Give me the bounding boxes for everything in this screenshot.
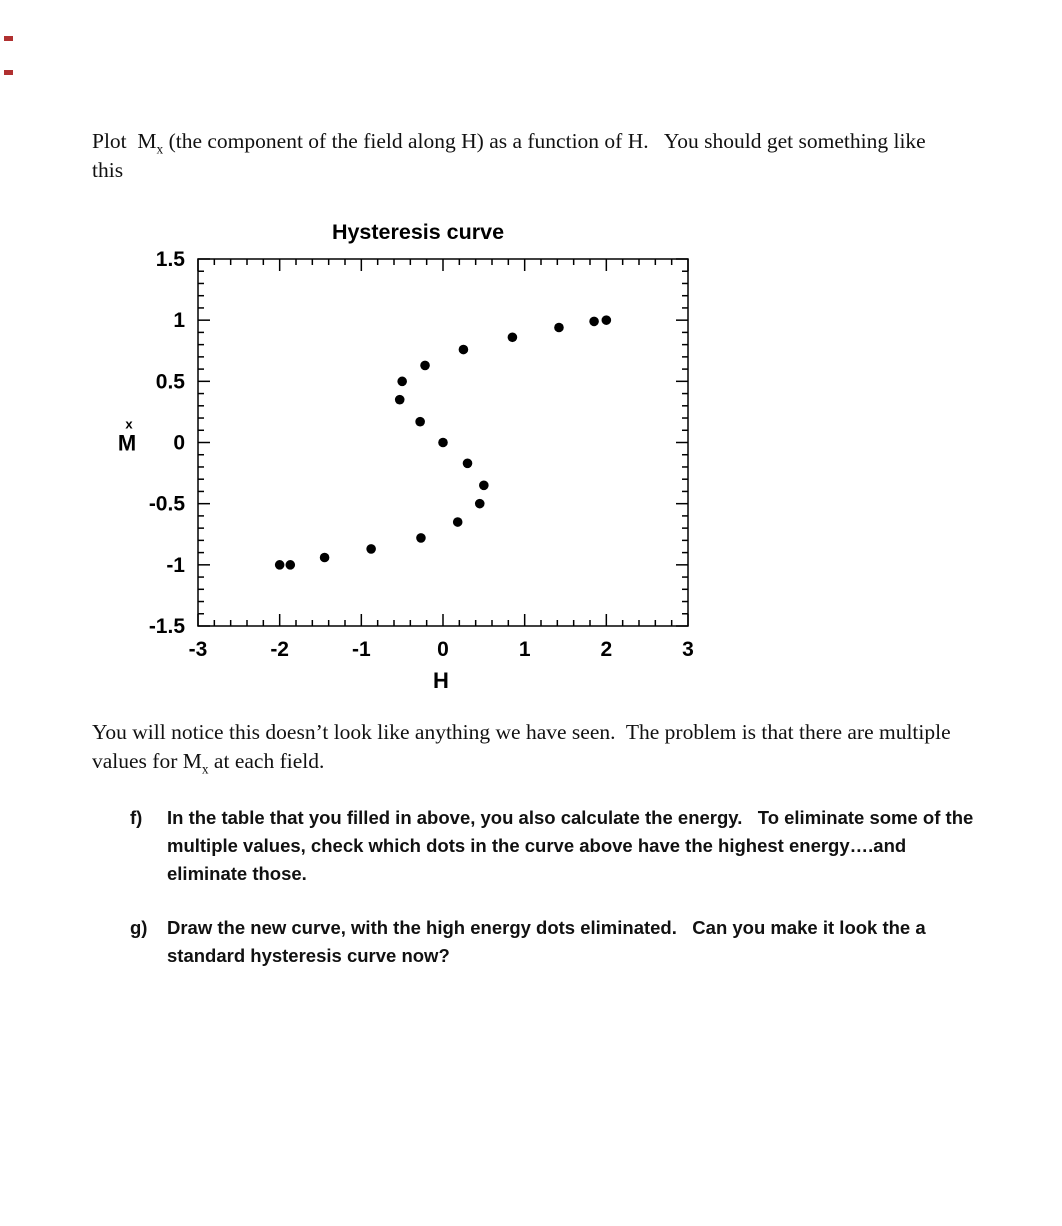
- intro-text-start: Plot M: [92, 129, 157, 153]
- notice-subscript-x: x: [201, 761, 209, 777]
- data-point: [395, 395, 405, 405]
- x-tick-label: 0: [437, 638, 449, 661]
- notice-text-rest: at each field.: [208, 749, 325, 773]
- intro-subscript-x: x: [156, 141, 164, 157]
- item-f: [130, 804, 1062, 888]
- data-point: [415, 417, 425, 427]
- x-tick-label: 1: [518, 638, 531, 661]
- y-tick-label: 0.5: [155, 370, 185, 394]
- item-f-text: In the table that you filled in above, you also calculate the energy. To eliminate some of the multiple values, check which dots in the curve above have the highest energy….and eliminate those.: [167, 807, 979, 884]
- item-g-label: g): [130, 917, 148, 938]
- chart-title: Hysteresis curve: [331, 220, 505, 244]
- x-tick-label: -2: [270, 638, 290, 661]
- data-point: [602, 315, 612, 325]
- notice-text-start: You will notice this doesn’t look like anything we have seen. The problem is that there are multiple values for M: [92, 720, 957, 773]
- data-point: [275, 560, 285, 570]
- data-point: [453, 517, 463, 527]
- data-point: [459, 345, 469, 355]
- y-axis-label: M: [117, 430, 137, 456]
- item-g: [130, 914, 1062, 970]
- data-point: [366, 544, 376, 554]
- data-point: [416, 533, 426, 543]
- hysteresis-chart-svg: [0, 211, 1062, 706]
- x-tick-label: -3: [188, 638, 208, 661]
- data-point: [475, 499, 485, 509]
- data-point: [554, 323, 564, 333]
- data-point: [397, 377, 407, 387]
- item-f-label: f): [130, 807, 143, 828]
- item-g-text: Draw the new curve, with the high energy dots eliminated. Can you make it look the a standard hysteresis curve now?: [167, 917, 931, 966]
- scan-artifact-mark: [4, 70, 13, 75]
- intro-text-rest: (the component of the field along H) as a function of H. You should get something like this: [92, 129, 932, 182]
- data-point: [420, 361, 430, 371]
- scan-artifact-mark: [4, 36, 13, 41]
- data-point: [479, 481, 489, 491]
- y-tick-label: -1.5: [148, 615, 185, 638]
- y-tick-label: -1: [166, 553, 185, 577]
- data-point: [463, 458, 473, 468]
- data-point: [285, 560, 295, 570]
- x-tick-label: -1: [351, 638, 371, 661]
- x-tick-label: 3: [682, 638, 694, 661]
- y-tick-label: 1: [173, 309, 185, 333]
- notice-paragraph: [92, 718, 972, 776]
- hysteresis-chart: [0, 211, 1062, 706]
- data-point: [320, 553, 330, 563]
- y-tick-label: -0.5: [148, 492, 185, 516]
- data-point: [508, 332, 518, 342]
- y-tick-label: 1.5: [155, 248, 185, 271]
- intro-paragraph: [92, 127, 934, 185]
- y-tick-label: 0: [173, 431, 185, 455]
- y-axis-label-subscript: x: [125, 416, 133, 432]
- x-axis-label: H: [433, 668, 449, 693]
- data-point: [589, 317, 599, 327]
- x-tick-label: 2: [600, 638, 613, 661]
- data-point: [438, 438, 448, 448]
